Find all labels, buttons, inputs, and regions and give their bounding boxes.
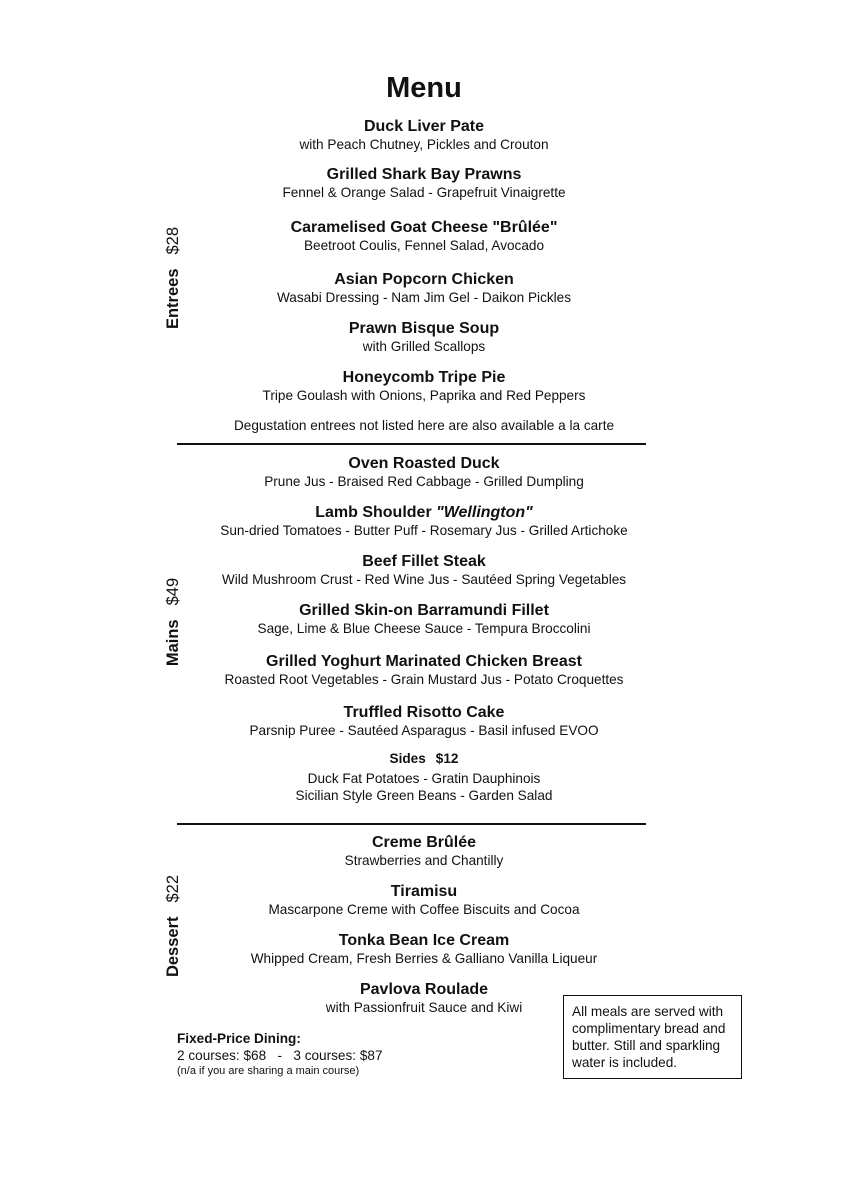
item-name: Grilled Yoghurt Marinated Chicken Breast — [266, 653, 582, 670]
sides-heading — [124, 750, 724, 767]
section-divider — [177, 443, 646, 445]
sides-line: Sicilian Style Green Beans - Garden Salad — [295, 788, 553, 803]
item-description: Tripe Goulash with Onions, Paprika and Red Peppers — [262, 388, 586, 403]
item-name-text: Lamb Shoulder — [315, 504, 437, 521]
fixed-price-heading: Fixed-Price Dining: — [177, 1031, 301, 1046]
item-name: Beef Fillet Steak — [362, 553, 486, 570]
item-name: Tonka Bean Ice Cream — [338, 932, 510, 949]
item-description: Beetroot Coulis, Fennel Salad, Avocado — [303, 238, 545, 253]
item-name: Tiramisu — [390, 883, 458, 900]
mains-price: $49 — [164, 577, 182, 606]
menu-item — [124, 704, 724, 739]
section-divider — [177, 823, 646, 825]
fixed-price-note: (n/a if you are sharing a main course) — [177, 1065, 360, 1077]
item-description: Prune Jus - Braised Red Cabbage - Grilled Dumpling — [264, 474, 584, 489]
fixed-price-info — [177, 1030, 383, 1079]
entrees-label: Entrees — [164, 268, 182, 330]
item-description: Strawberries and Chantilly — [344, 853, 504, 868]
item-description: Wasabi Dressing - Nam Jim Gel - Daikon Pickles — [276, 290, 572, 305]
info-box: All meals are served with complimentary bread and butter. Still and sparkling water is included. — [563, 995, 742, 1079]
item-description: Mascarpone Creme with Coffee Biscuits and Cocoa — [268, 902, 580, 917]
item-description: with Grilled Scallops — [362, 339, 486, 354]
menu-item — [124, 932, 724, 967]
item-name: Oven Roasted Duck — [348, 455, 500, 472]
item-name — [124, 504, 724, 522]
menu-item — [124, 219, 724, 254]
item-name: Honeycomb Tripe Pie — [342, 369, 506, 386]
item-description: Sun-dried Tomatoes - Butter Puff - Rosemary Jus - Grilled Artichoke — [220, 523, 628, 538]
item-name: Creme Brûlée — [371, 834, 477, 851]
menu-item — [124, 883, 724, 918]
menu-item — [124, 653, 724, 688]
item-name: Prawn Bisque Soup — [348, 320, 500, 337]
mains-label: Mains — [164, 619, 182, 667]
item-name: Asian Popcorn Chicken — [334, 271, 514, 288]
dessert-price: $22 — [164, 874, 182, 903]
item-name: Truffled Risotto Cake — [343, 704, 505, 721]
item-description: Whipped Cream, Fresh Berries & Galliano Vanilla Liqueur — [250, 951, 598, 966]
item-name-italic: "Wellington" — [436, 504, 533, 521]
menu-item — [124, 602, 724, 637]
item-name: Grilled Skin-on Barramundi Fillet — [299, 602, 549, 619]
menu-item — [124, 369, 724, 404]
menu-item — [124, 834, 724, 869]
menu-item — [124, 320, 724, 355]
item-description: Fennel & Orange Salad - Grapefruit Vinaigrette — [282, 185, 566, 200]
entrees-note: Degustation entrees not listed here are also available a la carte — [233, 418, 615, 433]
item-name: Duck Liver Pate — [363, 118, 485, 135]
menu-item — [124, 455, 724, 490]
sides-line: Duck Fat Potatoes - Gratin Dauphinois — [307, 771, 541, 786]
menu-item — [124, 166, 724, 201]
menu-item — [124, 118, 724, 153]
item-description: Parsnip Puree - Sautéed Asparagus - Basil infused EVOO — [249, 723, 599, 738]
item-name: Pavlova Roulade — [359, 981, 489, 998]
menu-title: Menu — [386, 72, 462, 104]
sides-label: Sides — [389, 751, 426, 766]
fixed-price-line: 2 courses: $68 - 3 courses: $87 — [177, 1048, 383, 1063]
item-description: with Passionfruit Sauce and Kiwi — [325, 1000, 523, 1015]
menu-item — [124, 504, 724, 539]
menu-item — [124, 271, 724, 306]
sides-price: $12 — [435, 751, 459, 766]
entrees-price: $28 — [164, 226, 182, 255]
menu-item — [124, 553, 724, 588]
item-description: Sage, Lime & Blue Cheese Sauce - Tempura Broccolini — [257, 621, 591, 636]
item-description: Roasted Root Vegetables - Grain Mustard Jus - Potato Croquettes — [224, 672, 624, 687]
item-name: Grilled Shark Bay Prawns — [326, 166, 522, 183]
item-name: Caramelised Goat Cheese "Brûlée" — [290, 219, 558, 236]
item-description: with Peach Chutney, Pickles and Crouton — [299, 137, 549, 152]
item-description: Wild Mushroom Crust - Red Wine Jus - Sautéed Spring Vegetables — [221, 572, 627, 587]
dessert-label: Dessert — [164, 916, 182, 978]
